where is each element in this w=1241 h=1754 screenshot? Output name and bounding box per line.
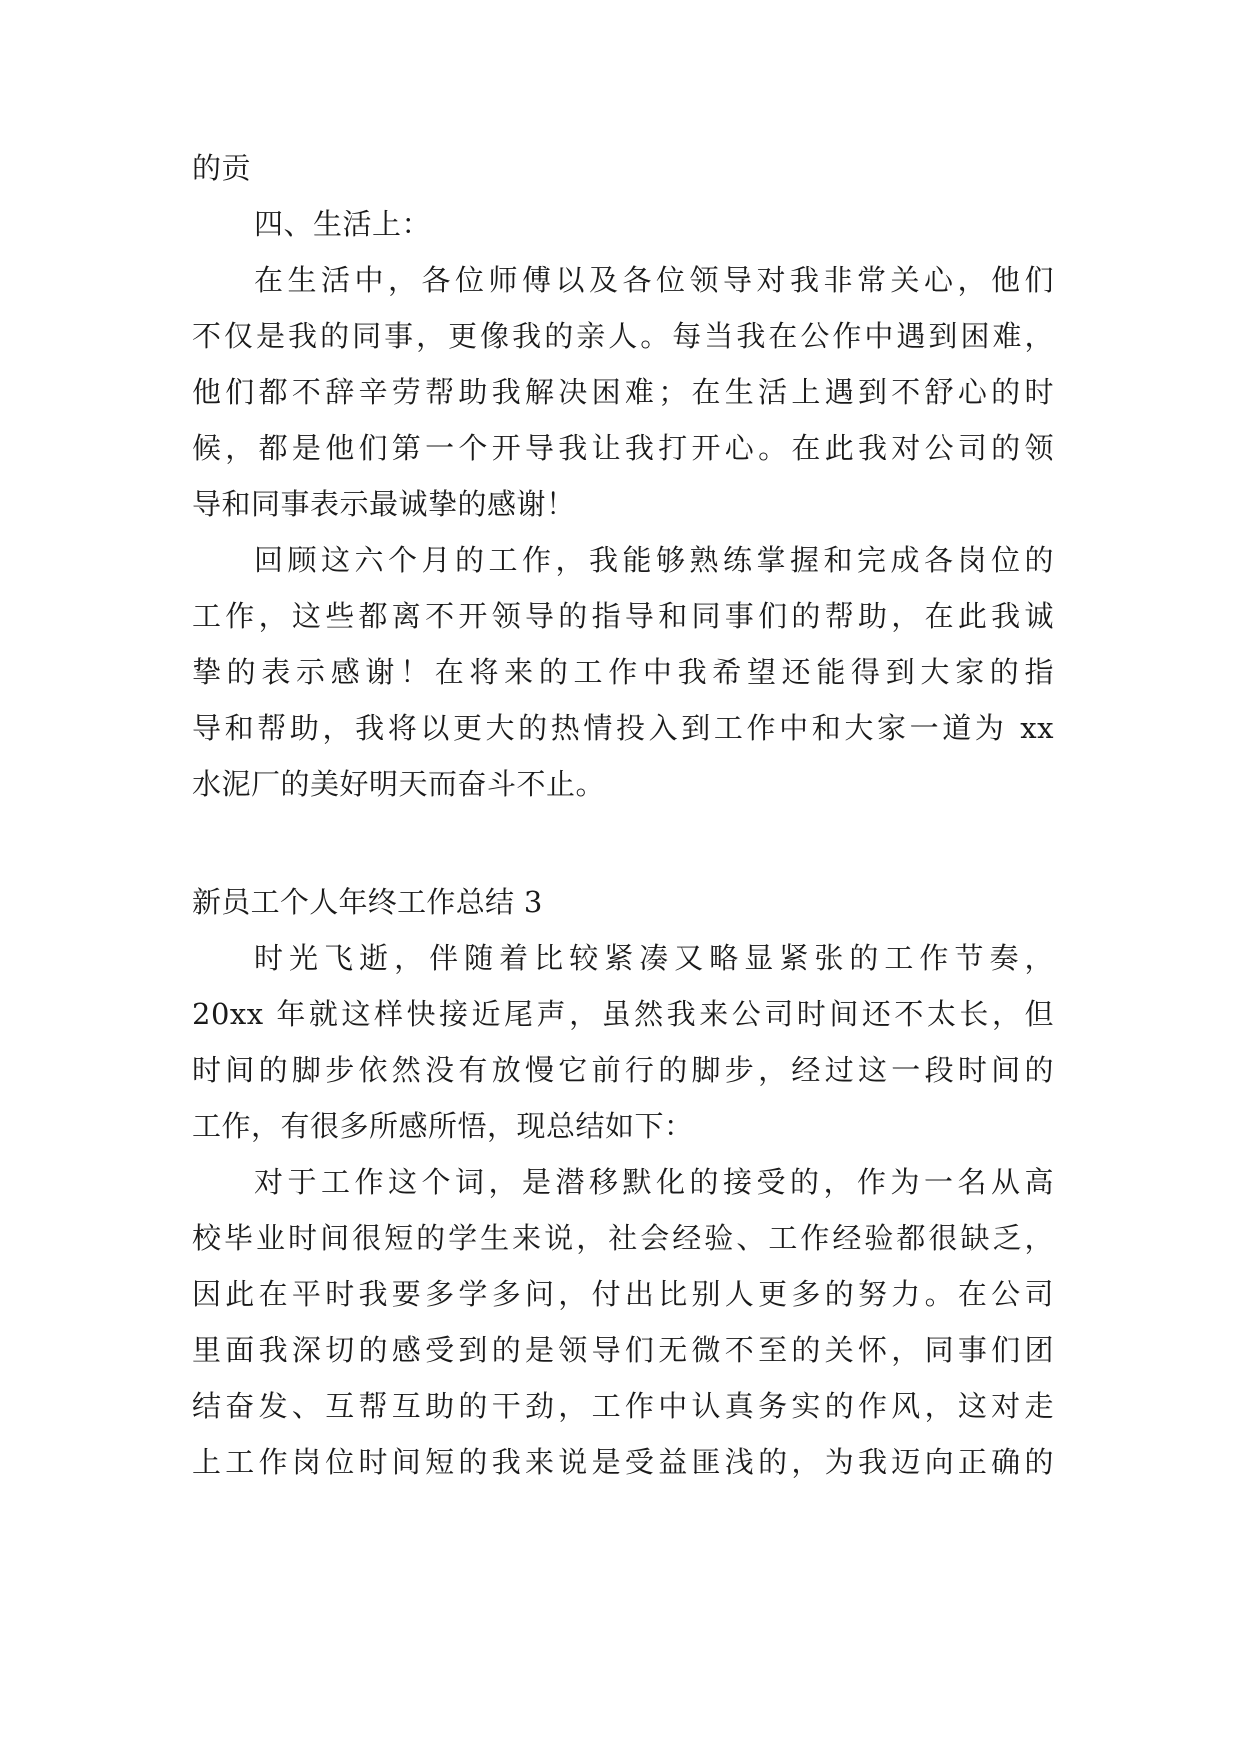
text-line: 因此在平时我要多学多问，付出比别人更多的努力。在公司	[192, 1277, 1054, 1311]
text-line: 时光飞逝，伴随着比较紧凑又略显紧张的工作节奏，	[254, 941, 1054, 975]
section-title: 新员工个人年终工作总结 3	[192, 885, 543, 919]
text-line: 结奋发、互帮互助的干劲，工作中认真务实的作风，这对走	[192, 1389, 1054, 1423]
text-line: 不仅是我的同事，更像我的亲人。每当我在公作中遇到困难，	[192, 319, 1054, 353]
text-line: 工作，这些都离不开领导的指导和同事们的帮助，在此我诚	[192, 599, 1054, 633]
text-line: 导和同事表示最诚挚的感谢！	[192, 487, 576, 521]
text-line: 里面我深切的感受到的是领导们无微不至的关怀，同事们团	[192, 1333, 1054, 1367]
text-line: 上工作岗位时间短的我来说是受益匪浅的，为我迈向正确的	[192, 1445, 1054, 1479]
text-line: 的贡	[192, 151, 252, 185]
section-heading-life: 四、生活上：	[254, 207, 432, 241]
text-line: 校毕业时间很短的学生来说，社会经验、工作经验都很缺乏，	[192, 1221, 1054, 1255]
text-line: 20xx 年就这样快接近尾声，虽然我来公司时间还不太长，但	[192, 997, 1054, 1031]
text-line: 挚的表示感谢！在将来的工作中我希望还能得到大家的指	[192, 655, 1054, 689]
text-line: 在生活中，各位师傅以及各位领导对我非常关心，他们	[254, 263, 1054, 297]
text-line: 时间的脚步依然没有放慢它前行的脚步，经过这一段时间的	[192, 1053, 1054, 1087]
text-line: 对于工作这个词，是潜移默化的接受的，作为一名从高	[254, 1165, 1054, 1199]
text-line: 候，都是他们第一个开导我让我打开心。在此我对公司的领	[192, 431, 1054, 465]
text-line: 回顾这六个月的工作，我能够熟练掌握和完成各岗位的	[254, 543, 1054, 577]
text-line: 导和帮助，我将以更大的热情投入到工作中和大家一道为 xx	[192, 711, 1054, 745]
text-line: 工作，有很多所感所悟，现总结如下：	[192, 1109, 694, 1143]
text-line: 水泥厂的美好明天而奋斗不止。	[192, 767, 606, 801]
text-line: 他们都不辞辛劳帮助我解决困难；在生活上遇到不舒心的时	[192, 375, 1054, 409]
